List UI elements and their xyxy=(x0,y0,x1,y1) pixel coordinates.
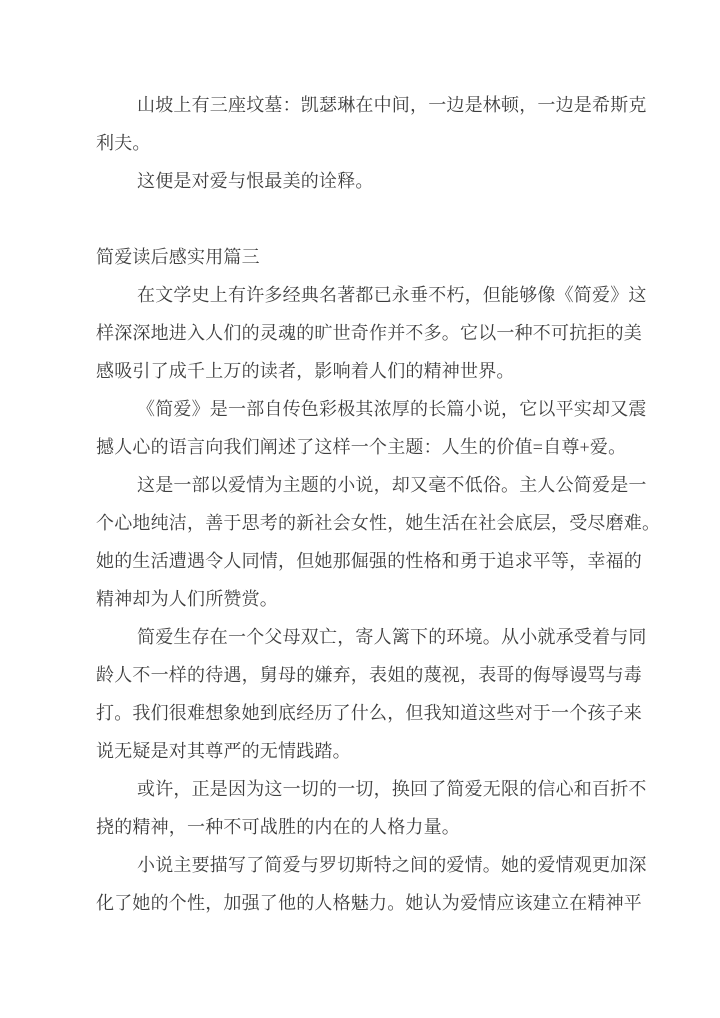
section-heading: 简爱读后感实用篇三 xyxy=(96,247,260,267)
text-line: 山坡上有三座坟墓：凯瑟琳在中间，一边是林顿，一边是希斯克 xyxy=(137,95,647,115)
text-line: 或许，正是因为这一切的一切，换回了简爱无限的信心和百折不 xyxy=(137,779,647,799)
text-line: 小说主要描写了简爱与罗切斯特之间的爱情。她的爱情观更加深 xyxy=(137,855,647,875)
text-line: 个心地纯洁，善于思考的新社会女性，她生活在社会底层，受尽磨难。 xyxy=(96,513,661,533)
text-line: 在文学史上有许多经典名著都已永垂不朽，但能够像《简爱》这 xyxy=(137,285,647,305)
text-line: 打。我们很难想象她到底经历了什么，但我知道这些对于一个孩子来 xyxy=(96,703,642,723)
text-line: 这便是对爱与恨最美的诠释。 xyxy=(137,171,374,191)
text-line: 化了她的个性，加强了他的人格魅力。她认为爱情应该建立在精神平 xyxy=(96,893,642,913)
text-line: 龄人不一样的待遇，舅母的嫌弃，表姐的蔑视，表哥的侮辱谩骂与毒 xyxy=(96,665,642,685)
text-line: 利夫。 xyxy=(96,133,151,153)
text-line: 感吸引了成千上万的读者，影响着人们的精神世界。 xyxy=(96,361,515,381)
text-line: 样深深地进入人们的灵魂的旷世奇作并不多。它以一种不可抗拒的美 xyxy=(96,323,642,343)
text-line: 这是一部以爱情为主题的小说，却又毫不低俗。主人公简爱是一 xyxy=(137,475,647,495)
text-line: 说无疑是对其尊严的无情践踏。 xyxy=(96,741,351,761)
text-line: 简爱生存在一个父母双亡，寄人篱下的环境。从小就承受着与同 xyxy=(137,627,647,647)
text-line: 挠的精神，一种不可战胜的内在的人格力量。 xyxy=(96,817,460,837)
text-line: 撼人心的语言向我们阐述了这样一个主题：人生的价值=自尊+爱。 xyxy=(96,437,627,457)
text-line: 《简爱》是一部自传色彩极其浓厚的长篇小说，它以平实却又震 xyxy=(137,399,647,419)
text-line: 她的生活遭遇令人同情，但她那倔强的性格和勇于追求平等，幸福的 xyxy=(96,551,642,571)
text-line: 精神却为人们所赞赏。 xyxy=(96,589,278,609)
